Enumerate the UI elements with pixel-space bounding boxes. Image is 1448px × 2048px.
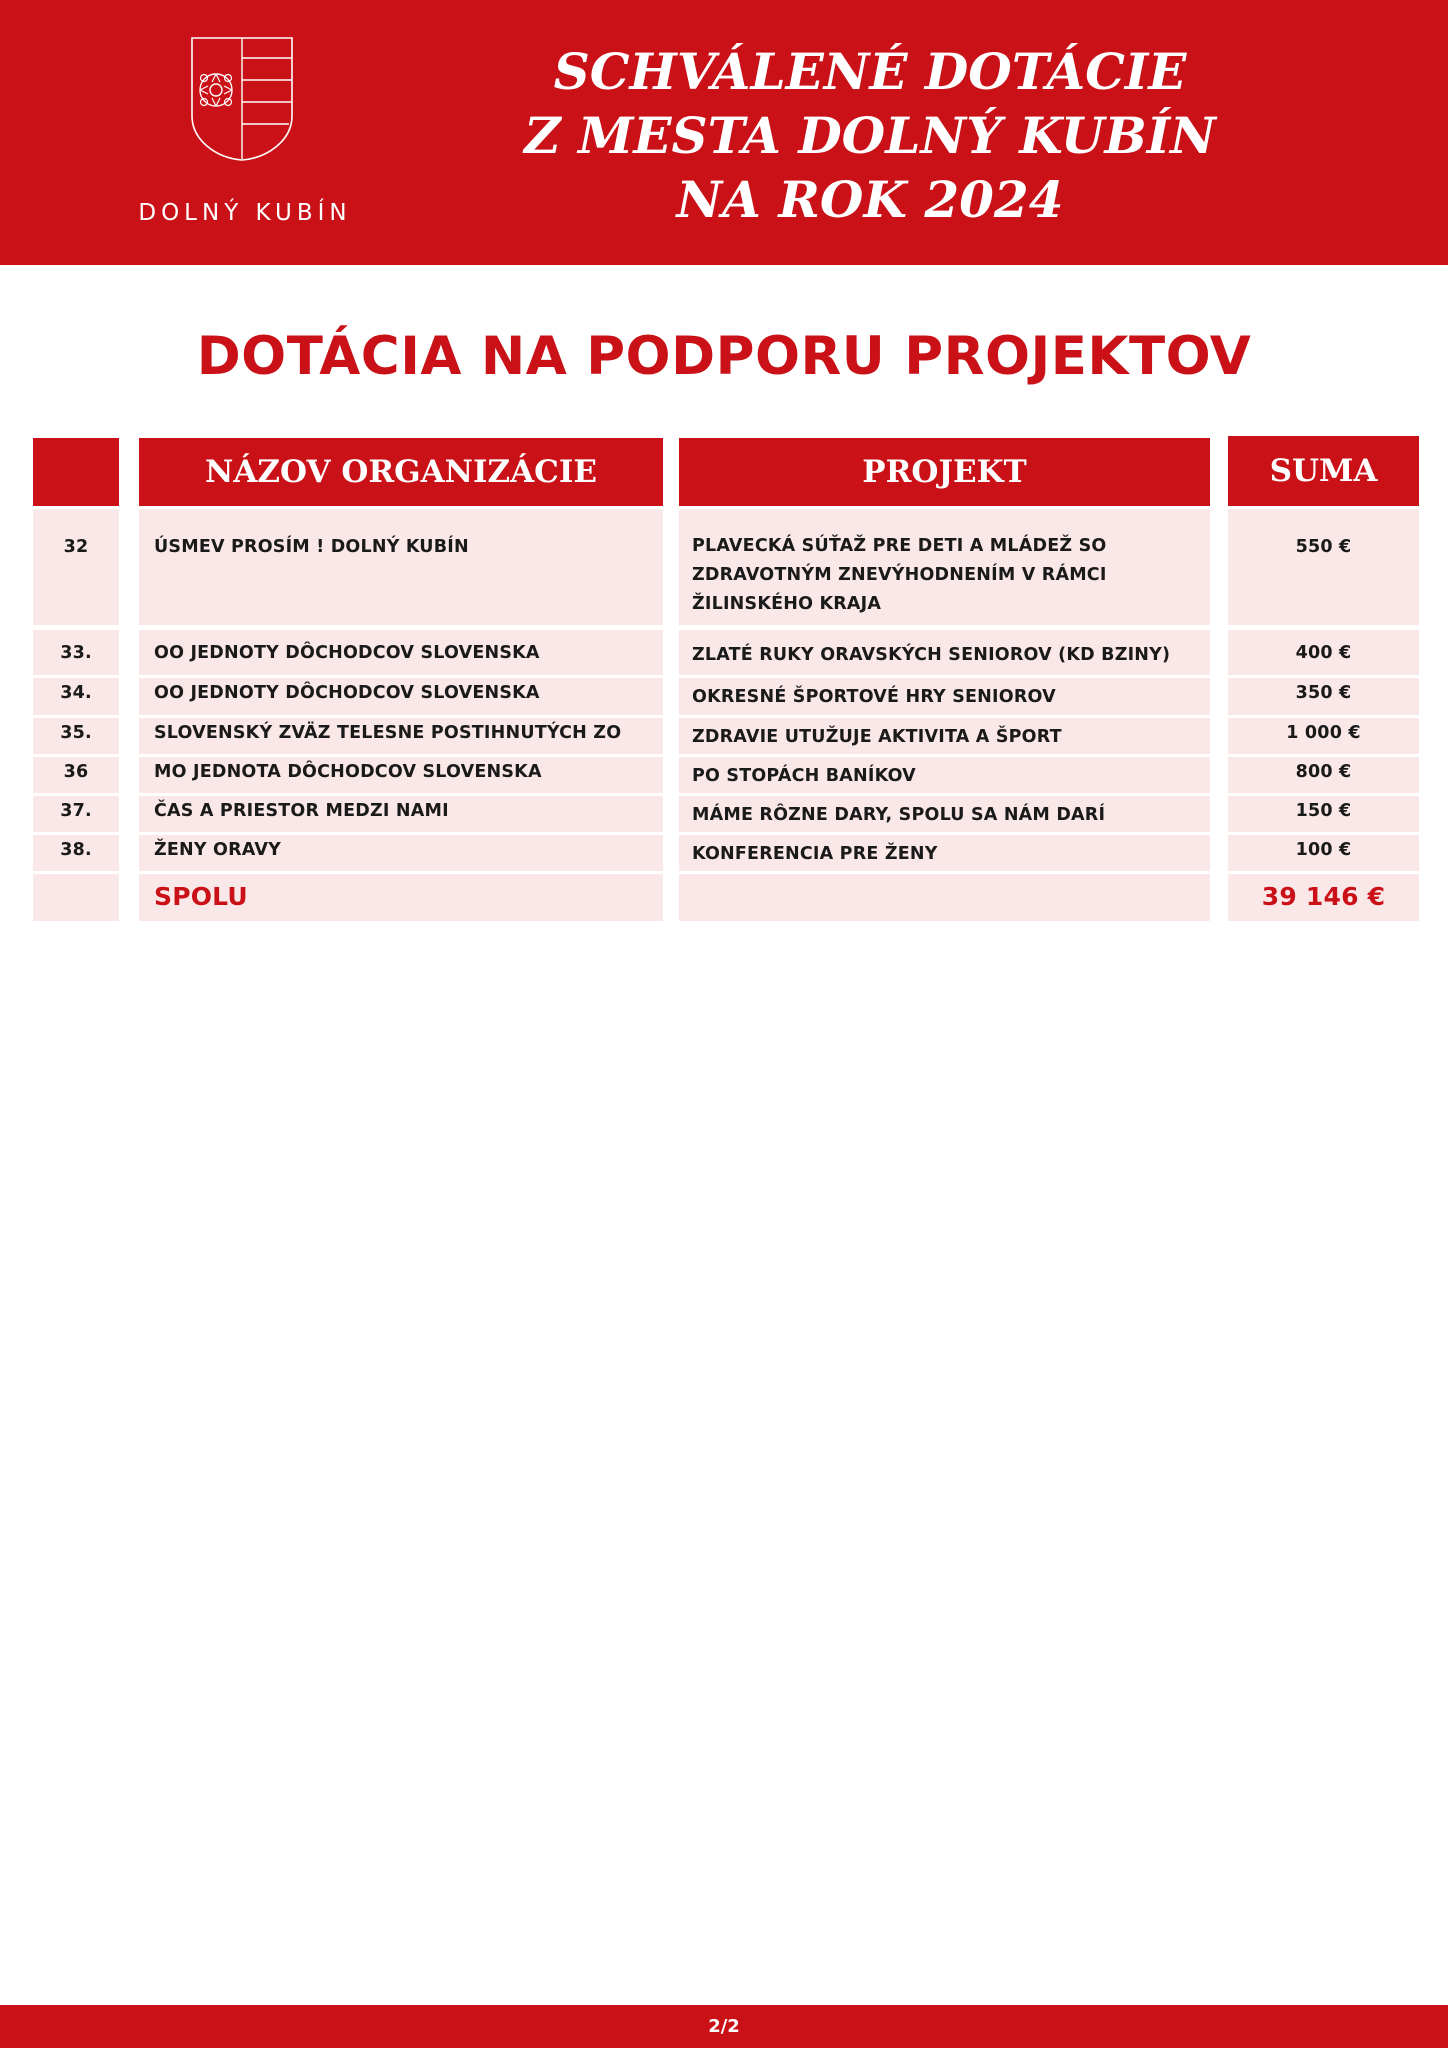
amount-cell xyxy=(1228,678,1419,715)
amount-cell xyxy=(1228,835,1419,871)
project-name: ZDRAVIE UTUŽUJE AKTIVITA A ŠPORT xyxy=(692,727,1062,747)
row-number: 35. xyxy=(60,723,92,743)
project-cell xyxy=(679,796,1210,832)
organization-cell xyxy=(139,678,663,715)
title-line-3: NA ROK 2024 xyxy=(676,170,1064,229)
organization-cell xyxy=(139,509,663,625)
organization-cell xyxy=(139,796,663,832)
row-number-cell xyxy=(33,678,119,715)
amount-value: 550 € xyxy=(1295,537,1352,557)
organization-cell xyxy=(139,630,663,675)
document-title xyxy=(520,40,1220,232)
row-number: 33. xyxy=(60,643,92,663)
total-project-cell xyxy=(679,874,1210,921)
header-project: PROJEKT xyxy=(679,438,1210,506)
project-name-line-1: PLAVECKÁ SÚŤAŽ PRE DETI A MLÁDEŽ SO xyxy=(692,536,1107,556)
organization-name: MO JEDNOTA DÔCHODCOV SLOVENSKA xyxy=(154,762,542,782)
city-name: DOLNÝ KUBÍN xyxy=(138,200,352,226)
organization-name: ŽENY ORAVY xyxy=(154,840,281,860)
project-cell xyxy=(679,718,1210,754)
amount-value: 1 000 € xyxy=(1286,723,1361,743)
amount-value: 800 € xyxy=(1295,762,1352,782)
organization-cell xyxy=(139,718,663,754)
total-amount-cell xyxy=(1228,874,1419,921)
project-cell xyxy=(679,630,1210,675)
row-number: 37. xyxy=(60,801,92,821)
row-number: 32 xyxy=(63,537,89,557)
row-number-cell xyxy=(33,757,119,793)
project-name: ZLATÉ RUKY ORAVSKÝCH SENIOROV (KD BZINY) xyxy=(692,645,1171,665)
row-number: 36 xyxy=(63,762,89,782)
organization-name: OO JEDNOTY DÔCHODCOV SLOVENSKA xyxy=(154,683,540,703)
project-name: KONFERENCIA PRE ŽENY xyxy=(692,844,938,864)
coat-of-arms-icon xyxy=(190,36,294,162)
amount-value: 100 € xyxy=(1295,840,1352,860)
project-name: OKRESNÉ ŠPORTOVÉ HRY SENIOROV xyxy=(692,687,1056,707)
total-number-cell xyxy=(33,874,119,921)
organization-name: OO JEDNOTY DÔCHODCOV SLOVENSKA xyxy=(154,643,540,663)
project-name: PO STOPÁCH BANÍKOV xyxy=(692,766,916,786)
amount-value: 150 € xyxy=(1295,801,1352,821)
total-label: SPOLU xyxy=(154,882,248,911)
organization-cell xyxy=(139,835,663,871)
row-number-cell xyxy=(33,718,119,754)
row-number-cell xyxy=(33,835,119,871)
row-number: 34. xyxy=(60,683,92,703)
organization-name: SLOVENSKÝ ZVÄZ TELESNE POSTIHNUTÝCH ZO xyxy=(154,723,622,743)
header-banner xyxy=(0,0,1448,265)
section-title: DOTÁCIA NA PODPORU PROJEKTOV xyxy=(196,326,1252,387)
amount-value: 350 € xyxy=(1295,683,1352,703)
header-number xyxy=(33,438,119,506)
project-name: MÁME RÔZNE DARY, SPOLU SA NÁM DARÍ xyxy=(692,805,1106,825)
title-line-1: SCHVÁLENÉ DOTÁCIE xyxy=(553,42,1187,101)
organization-name: ÚSMEV PROSÍM ! DOLNÝ KUBÍN xyxy=(154,537,469,557)
row-number-cell xyxy=(33,509,119,625)
row-number: 38. xyxy=(60,840,92,860)
amount-cell xyxy=(1228,718,1419,754)
row-number-cell xyxy=(33,796,119,832)
project-name-line-3: ŽILINSKÉHO KRAJA xyxy=(692,594,882,614)
amount-cell xyxy=(1228,509,1419,625)
organization-cell xyxy=(139,757,663,793)
amount-cell xyxy=(1228,796,1419,832)
title-line-2: Z MESTA DOLNÝ KUBÍN xyxy=(524,106,1216,165)
header-amount: SUMA xyxy=(1228,436,1419,506)
header-organization: NÁZOV ORGANIZÁCIE xyxy=(139,438,663,506)
footer-page-number: 2/2 xyxy=(0,2005,1448,2048)
project-name-line-2: ZDRAVOTNÝM ZNEVÝHODNENÍM V RÁMCI xyxy=(692,565,1107,585)
amount-cell xyxy=(1228,630,1419,675)
project-cell xyxy=(679,757,1210,793)
total-amount: 39 146 € xyxy=(1261,882,1386,911)
project-cell xyxy=(679,509,1210,625)
total-label-cell xyxy=(139,874,663,921)
amount-cell xyxy=(1228,757,1419,793)
amount-value: 400 € xyxy=(1295,643,1352,663)
organization-name: ČAS A PRIESTOR MEDZI NAMI xyxy=(154,801,449,821)
project-cell xyxy=(679,678,1210,715)
project-cell xyxy=(679,835,1210,871)
row-number-cell xyxy=(33,630,119,675)
